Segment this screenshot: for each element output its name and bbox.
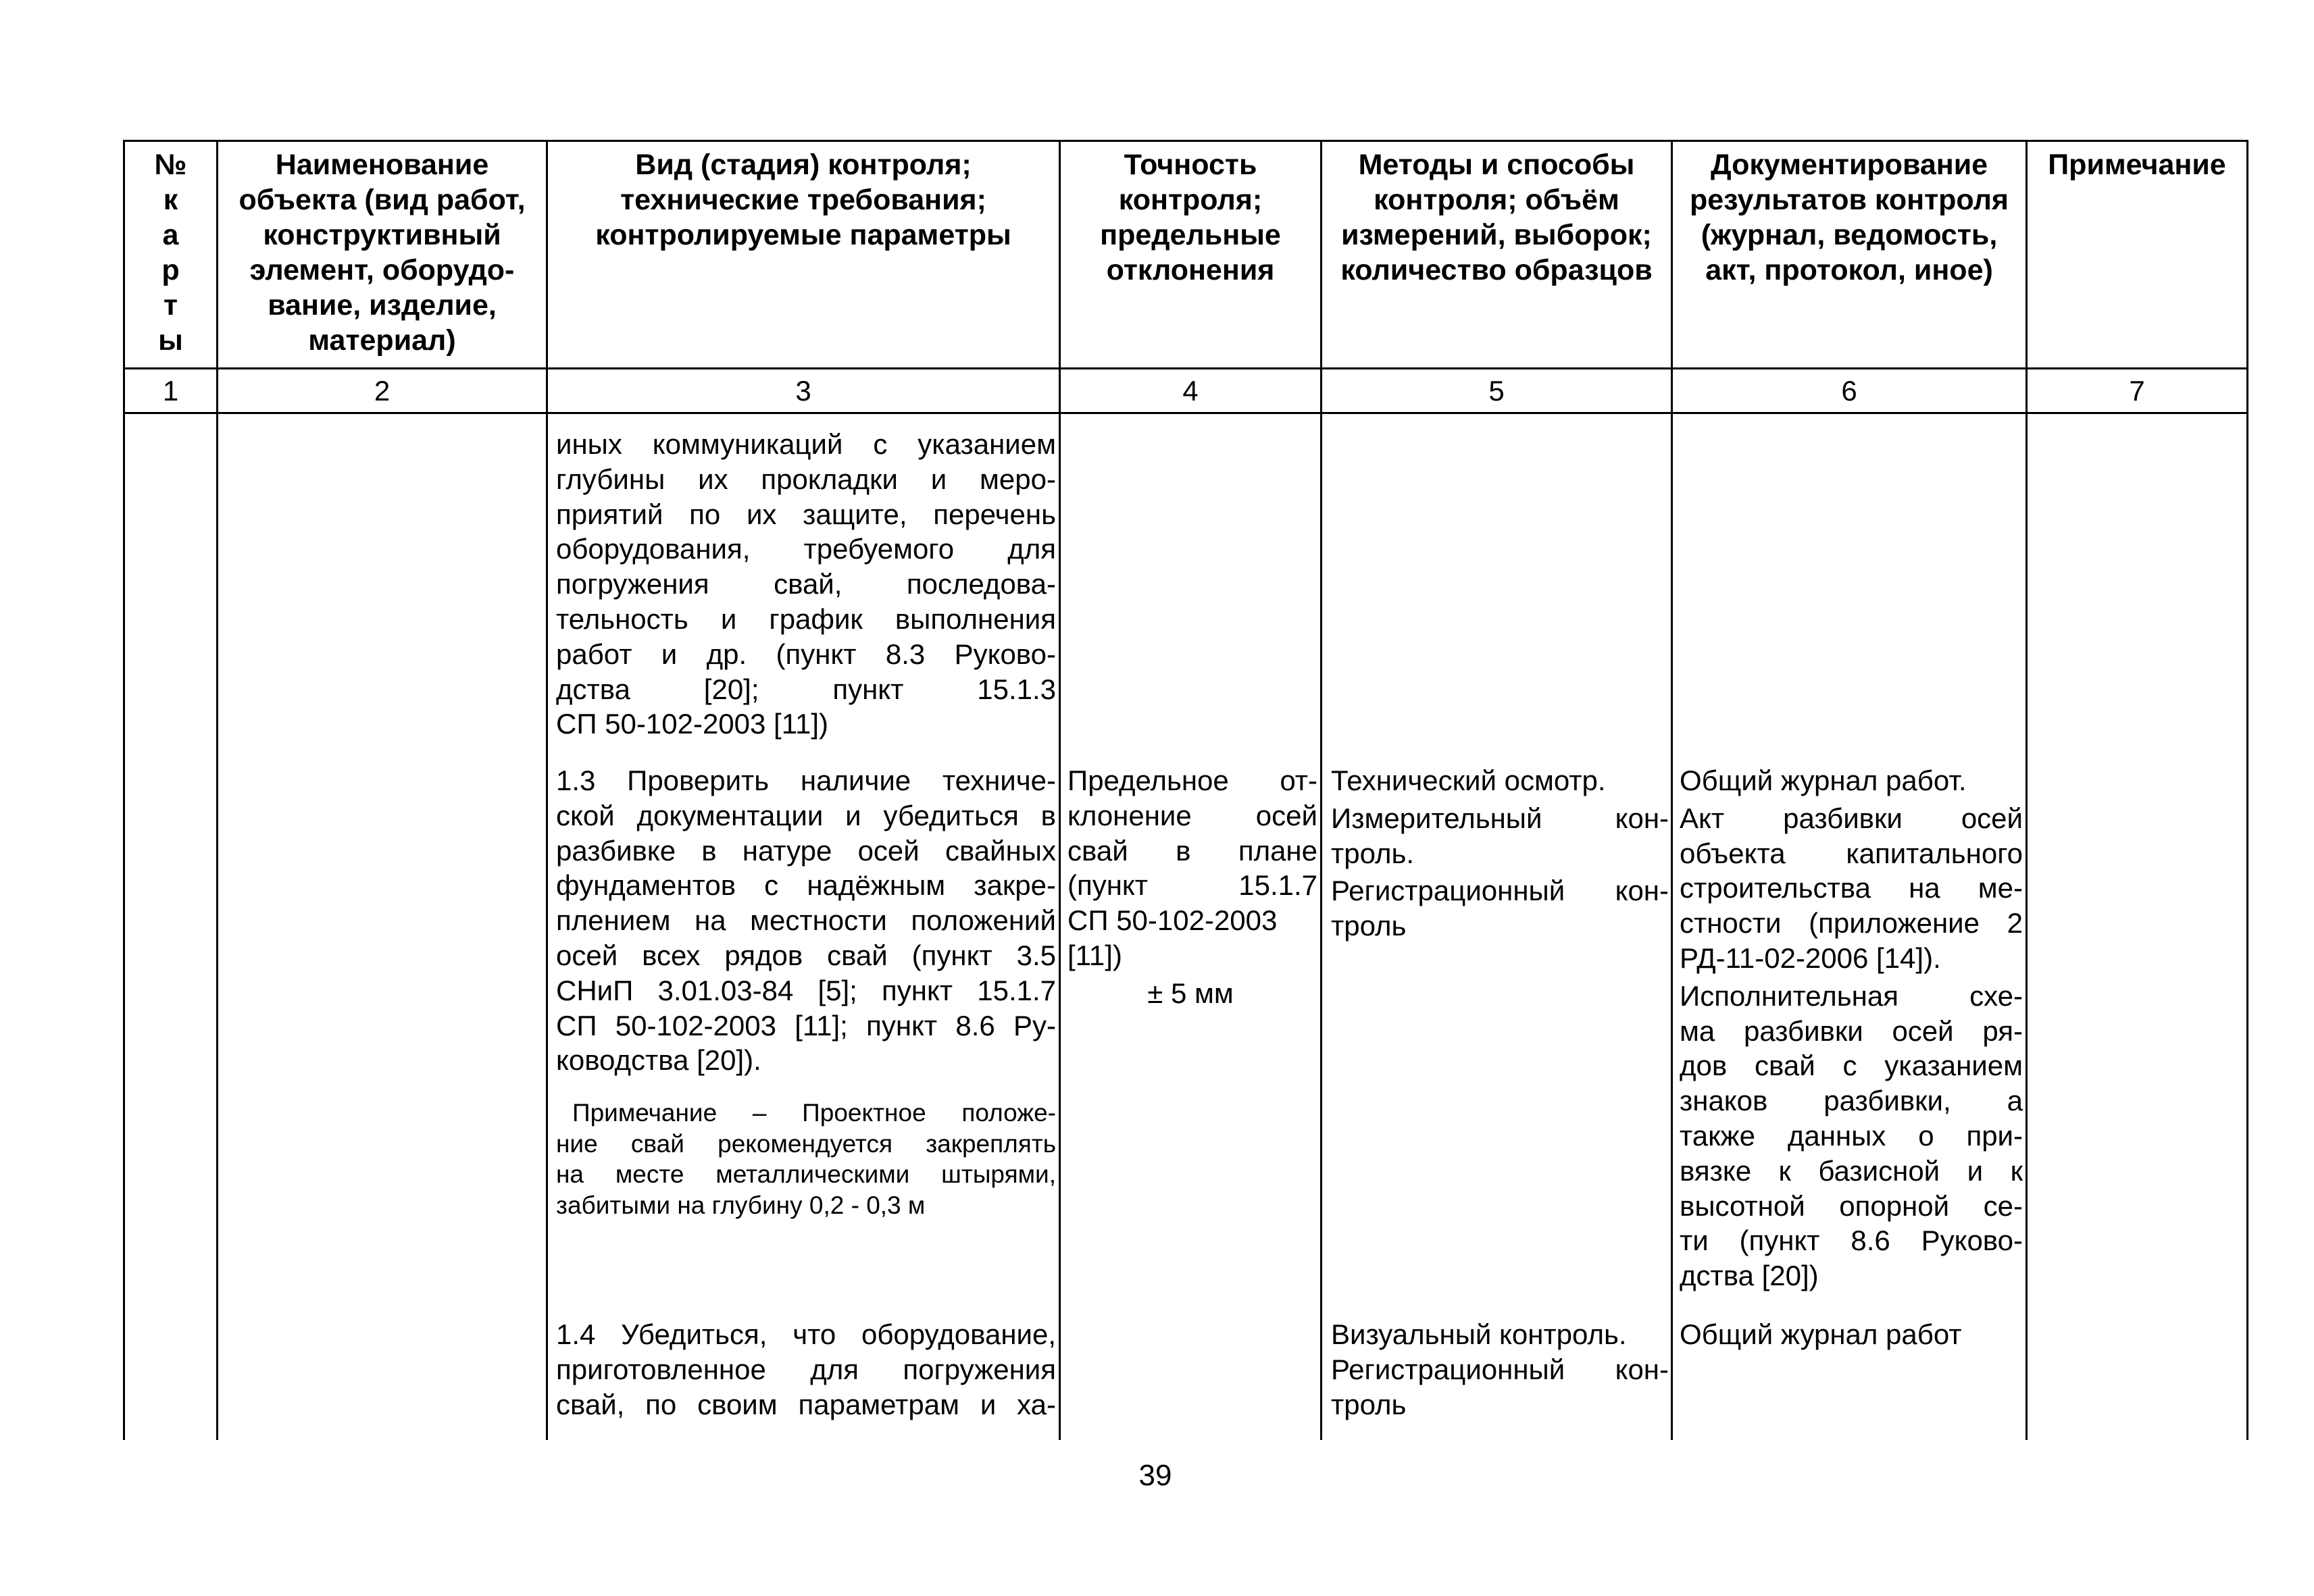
row2-accuracy-text: Предельное от- клонение осей свай в плане (пункт 15.1.7 СП 50-102-2003 [11])	[1067, 765, 1317, 971]
column-number-7: 7	[2129, 375, 2145, 407]
header-documentation: Документирование результатов контроля (журнал, ведомость, акт, протокол, иное)	[1689, 149, 2009, 286]
header-control-type: Вид (стадия) контроля; технические требования; контролируемые параметры	[595, 149, 1011, 251]
page-number: 39	[1138, 1459, 1172, 1492]
column-number-5: 5	[1488, 375, 1505, 407]
column-divider-7	[2246, 140, 2248, 1440]
row2-tolerance-value: ± 5 мм	[1147, 977, 1234, 1009]
row3-methods-text: Визуальный контроль. Регистрационный кон- троль	[1331, 1318, 1669, 1420]
header-accuracy: Точность контроля; предельные отклонения	[1100, 149, 1281, 286]
header-bottom-border	[123, 367, 2248, 369]
header-note: Примечание	[2048, 149, 2226, 181]
column-number-6: 6	[1841, 375, 1857, 407]
column-divider-5	[1671, 140, 1673, 1440]
row2-note-text: Примечание – Проектное положе- ние свай рекомендуется закреплять на месте металлическими штырями, забитыми на глубину 0,2 - 0,3 м	[556, 1099, 1056, 1219]
header-methods: Методы и способы контроля; объём измерений, выборок; количество образцов	[1340, 149, 1653, 286]
header-card-number: № к а р т ы	[154, 149, 187, 357]
table-top-border	[123, 140, 2248, 142]
row2-documentation-text: Общий журнал работ. Акт разбивки осей объекта капитального строительства на ме- стности (приложение 2 РД-11-02-2006 [14]). Исполнительная схе- ма разбивки осей ря- дов свай с указанием знаков разбивки, а также данных о при- вязке к базисной и к высотной опорной се- ти (пункт 8.6 Руково- дства [20])	[1680, 765, 2023, 1292]
row3-documentation-text: Общий журнал работ	[1680, 1318, 1962, 1350]
row2-requirements-text: 1.3 Проверить наличие техниче- ской документации и убедиться в разбивке в натуре осей свайных фундаментов с надёжным закре- плением на местности положений осей всех рядов свай (пункт 3.5 СНиП 3.01.03-84 [5]; пункт 15.1.7 СП 50-102-2003 [11]; пункт 8.6 Ру- ководства [20]).	[556, 765, 1056, 1077]
column-divider-3	[1059, 140, 1061, 1440]
column-numbers-bottom-border	[123, 412, 2248, 414]
header-object-name: Наименование объекта (вид работ, конструктивный элемент, оборудо- вание, изделие, материал)	[238, 149, 526, 357]
column-number-4: 4	[1182, 375, 1199, 407]
column-number-2: 2	[374, 375, 391, 407]
row2-methods-text: Технический осмотр. Измерительный кон- троль. Регистрационный кон- троль	[1331, 765, 1669, 942]
row1-requirements-text: иных коммуникаций с указанием глубины их прокладки и меро- приятий по их защите, перечень оборудования, требуемого для погружения свай, последова- тельность и график выполнения работ и др. (пункт 8.3 Руково- дства [20]; пункт 15.1.3 СП 50-102-2003 [11])	[556, 428, 1056, 740]
column-divider-2	[546, 140, 548, 1440]
column-number-3: 3	[795, 375, 811, 407]
column-number-1: 1	[162, 375, 179, 407]
row3-requirements-text: 1.4 Убедиться, что оборудование, приготовленное для погружения свай, по своим параметрам и ха-	[556, 1318, 1056, 1420]
column-divider-4	[1320, 140, 1322, 1440]
column-divider-6	[2026, 140, 2028, 1440]
